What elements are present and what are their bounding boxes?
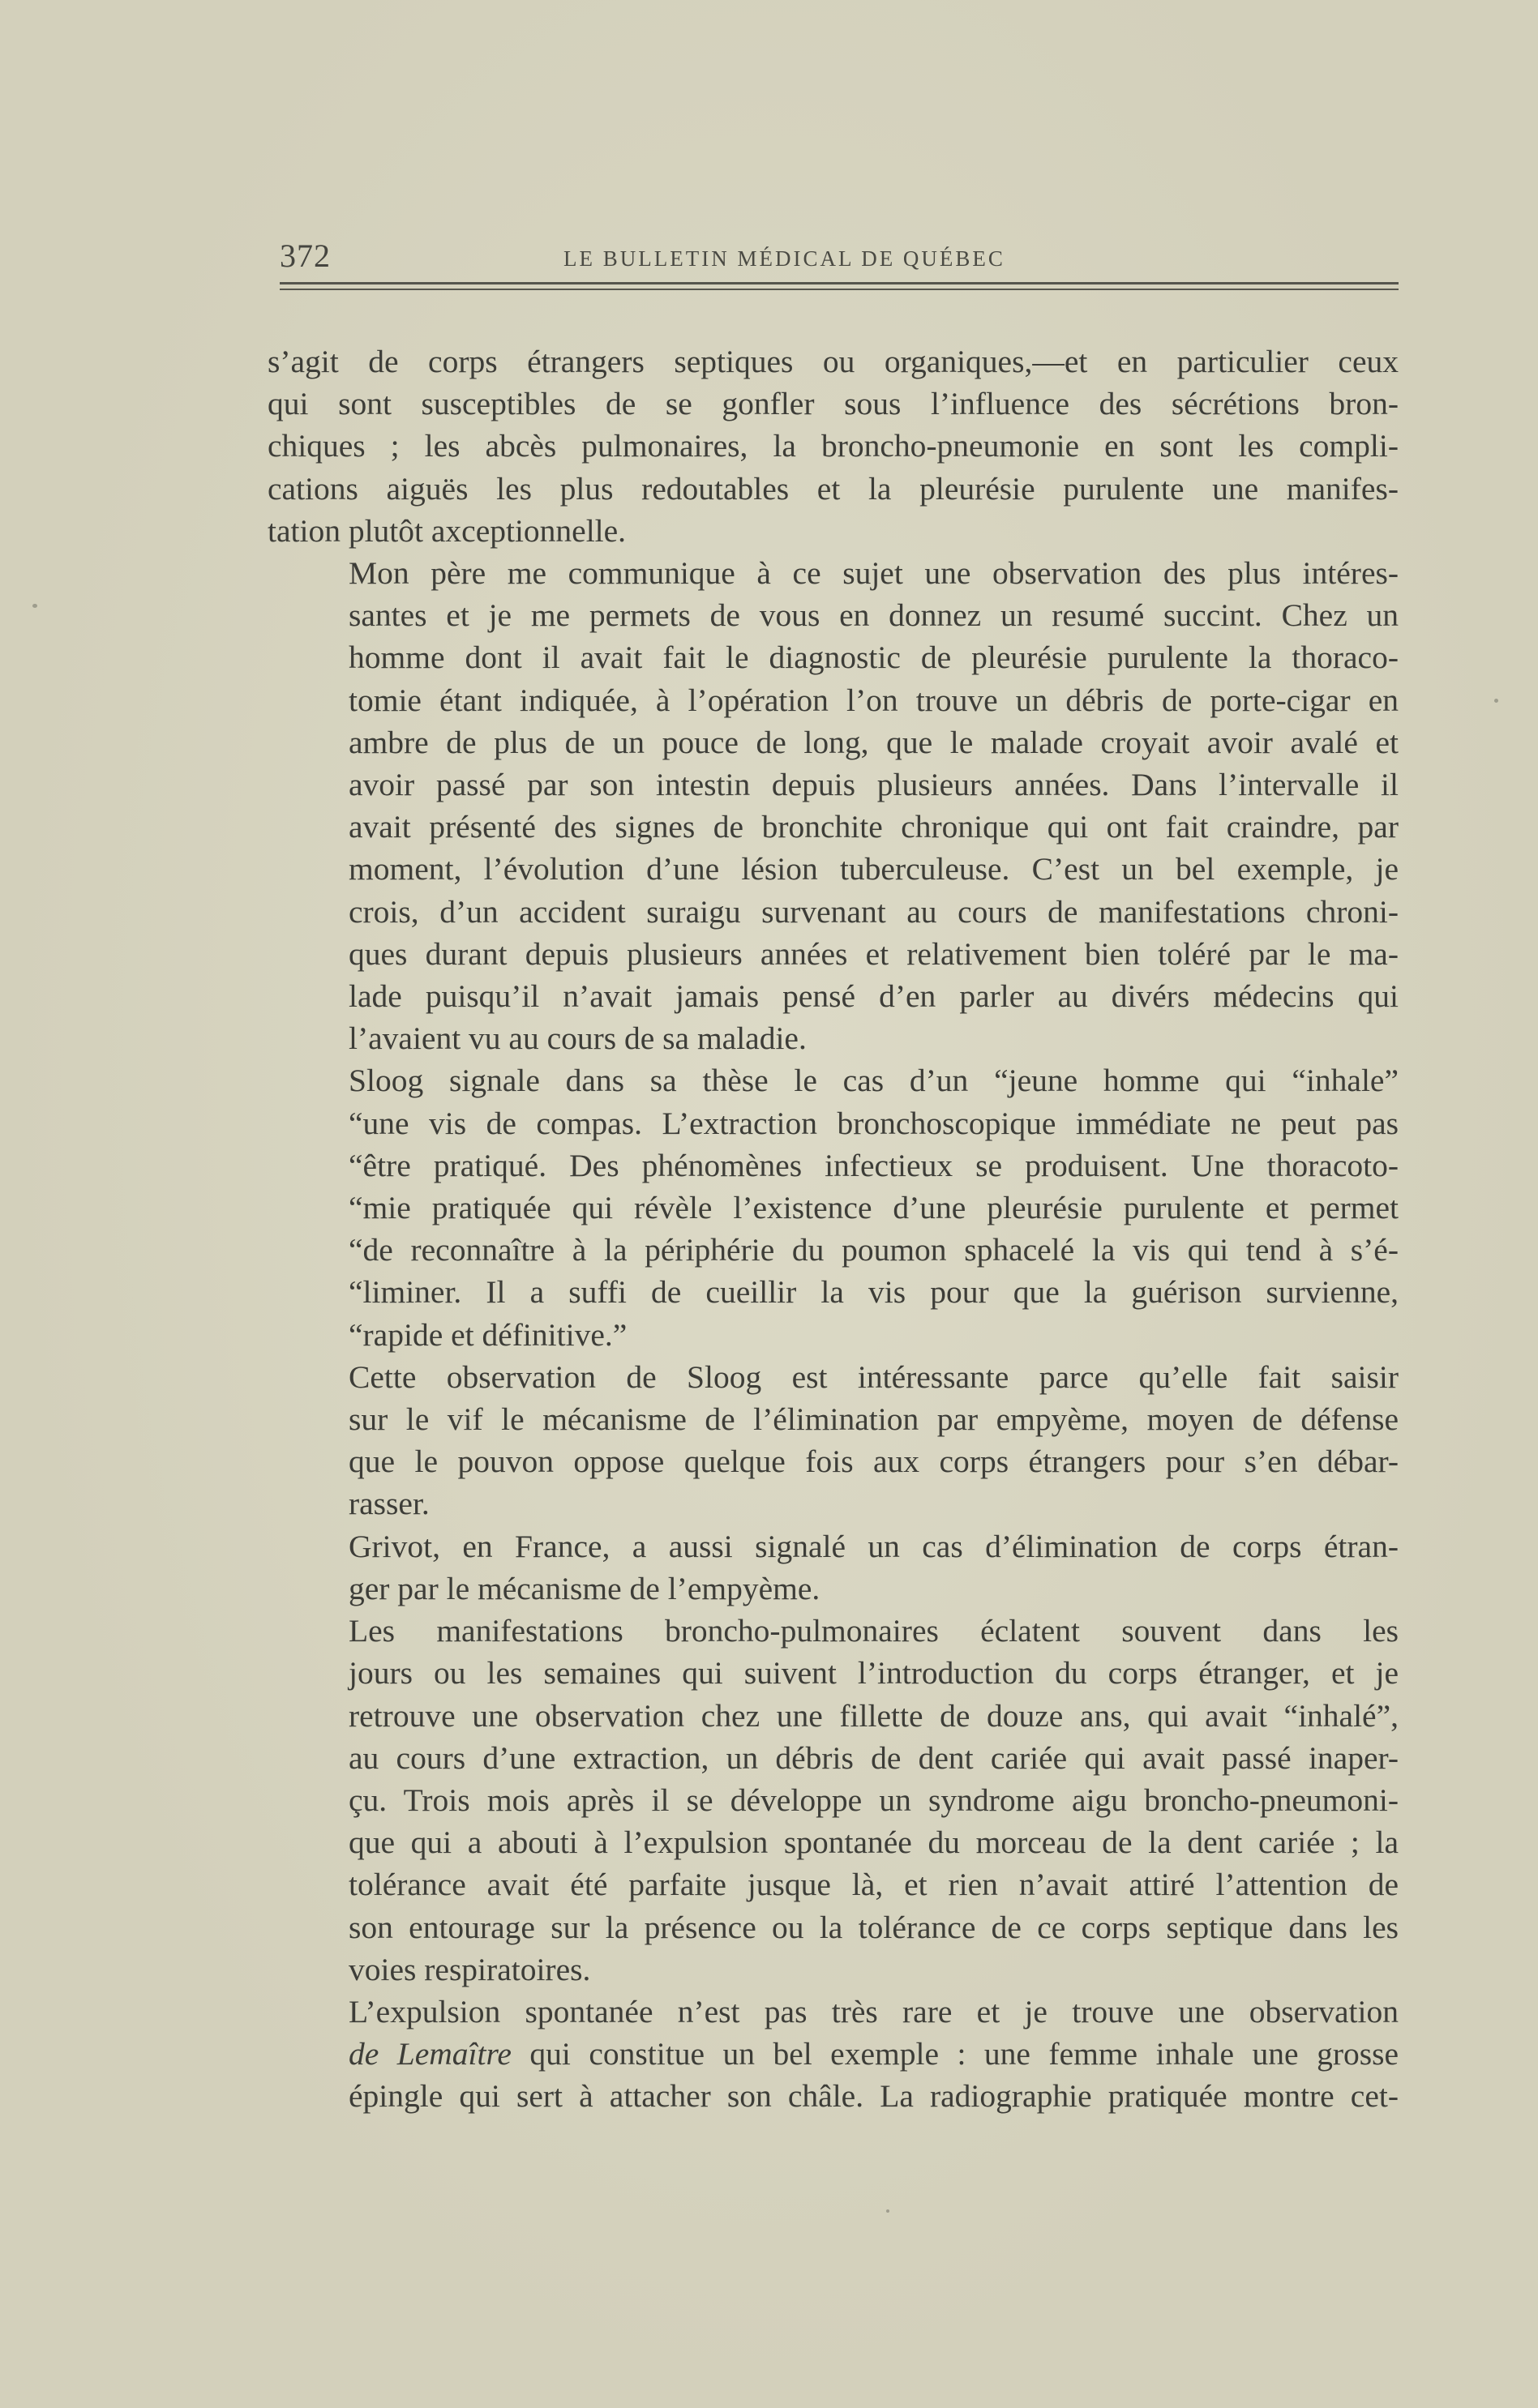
- text-line: homme dont il avait fait le diagnostic de pleurésie purulente la thoraco-: [349, 639, 1399, 676]
- text-line: santes et je me permets de vous en donnez un resumé succint. Chez un: [349, 597, 1399, 634]
- text-line: Mon père me communique à ce sujet une observation des plus intéres-: [349, 555, 1399, 592]
- text-line: l’avaient vu au cours de sa maladie.: [349, 1020, 807, 1057]
- text-line-with-italic: [268, 2033, 1399, 2075]
- text-line: que qui a abouti à l’expulsion spontanée du morceau de la dent cariée ; la: [349, 1824, 1399, 1861]
- text-line: Les manifestations broncho-pulmonaires éclatent souvent dans les: [349, 1613, 1399, 1649]
- text-line: “être pratiqué. Des phénomènes infectieux se produisent. Une thoracoto-: [349, 1147, 1399, 1183]
- text-line: çu. Trois mois après il se développe un syndrome aigu broncho-pneumoni-: [349, 1781, 1399, 1818]
- body-text: [268, 340, 1399, 2118]
- text-line: Grivot, en France, a aussi signalé un cas d’élimination de corps étran-: [349, 1528, 1399, 1564]
- text-line: s’agit de corps étrangers septiques ou organiques,—et en particulier ceux: [268, 344, 1399, 379]
- page-number: 372: [280, 237, 331, 274]
- page-header: [280, 237, 1399, 277]
- text-line: qui sont susceptibles de se gonfler sous l’influence des sécrétions bron-: [268, 386, 1399, 422]
- text-line: ambre de plus de un pouce de long, que le malade croyait avoir avalé et: [349, 724, 1399, 760]
- paragraph-4: [268, 1356, 1399, 1525]
- text-line: jours ou les semaines qui suivent l’introduction du corps étranger, et je: [349, 1655, 1399, 1692]
- paper-speck: [886, 2209, 889, 2213]
- text-line: avait présenté des signes de bronchite chronique qui ont fait craindre, par: [349, 809, 1399, 845]
- header-rule-top: [280, 282, 1399, 284]
- text-line: “une vis de compas. L’extraction bronchoscopique immédiate ne peut pas: [349, 1105, 1399, 1141]
- text-line: cations aiguës les plus redoutables et la pleurésie purulente une manifes-: [268, 470, 1399, 507]
- text-line: rasser.: [349, 1486, 430, 1522]
- text-line: voies respiratoires.: [349, 1951, 591, 1987]
- text-line: épingle qui sert à attacher son châle. La radiographie pratiquée montre cet-: [349, 2078, 1399, 2115]
- text-line: au cours d’une extraction, un débris de dent cariée qui avait passé inaper-: [349, 1739, 1399, 1776]
- text-line: ger par le mécanisme de l’empyème.: [349, 1570, 820, 1606]
- text-line: tolérance avait été parfaite jusque là, et rien n’avait attiré l’attention de: [349, 1867, 1399, 1903]
- text-line: son entourage sur la présence ou la tolérance de ce corps septique dans les: [349, 1909, 1399, 1945]
- text-line: lade puisqu’il n’avait jamais pensé d’en parler au divérs médecins qui: [349, 978, 1399, 1015]
- paragraph-5: [268, 1525, 1399, 1610]
- text-line: “liminer. Il a suffi de cueillir la vis pour que la guérison survienne,: [349, 1274, 1399, 1311]
- paper-speck: [32, 604, 37, 608]
- italic-citation: de Lemaître: [349, 2036, 512, 2072]
- text-line: moment, l’évolution d’une lésion tuberculeuse. C’est un bel exemple, je: [349, 851, 1399, 887]
- text-line: “rapide et définitive.”: [349, 1316, 628, 1353]
- text-line: “de reconnaître à la périphérie du poumon sphacelé la vis qui tend à s’é-: [349, 1232, 1399, 1268]
- text-line: tomie étant indiquée, à l’opération l’on trouve un débris de porte-cigar en: [349, 682, 1399, 718]
- paragraph-7: [268, 1991, 1399, 2118]
- text-line: avoir passé par son intestin depuis plusieurs années. Dans l’intervalle il: [349, 767, 1399, 803]
- text-line: “mie pratiquée qui révèle l’existence d’une pleurésie purulente et permet: [349, 1190, 1399, 1226]
- text-line-rest: qui constitue un bel exemple : une femme inhale une grosse: [511, 2036, 1399, 2072]
- text-line: ques durant depuis plusieurs années et relativement bien toléré par le ma-: [349, 935, 1399, 972]
- header-rule-bottom: [280, 289, 1399, 290]
- paragraph-1: [268, 340, 1399, 552]
- paper-speck: [1494, 699, 1498, 703]
- text-line: que le pouvon oppose quelque fois aux corps étrangers pour s’en débar-: [349, 1444, 1399, 1480]
- text-line: sur le vif le mécanisme de l’élimination par empyème, moyen de défense: [349, 1401, 1399, 1438]
- text-line: retrouve une observation chez une fillette de douze ans, qui avait “inhalé”,: [349, 1697, 1399, 1734]
- paragraph-2: [268, 552, 1399, 1059]
- text-line: crois, d’un accident suraigu survenant au cours de manifestations chroni-: [349, 893, 1399, 930]
- text-line: Sloog signale dans sa thèse le cas d’un “jeune homme qui “inhale”: [349, 1063, 1399, 1099]
- text-line: tation plutôt axceptionnelle.: [268, 512, 627, 549]
- text-line: chiques ; les abcès pulmonaires, la broncho-pneumonie en sont les compli-: [268, 428, 1399, 464]
- paragraph-3: [268, 1059, 1399, 1355]
- running-head: LE BULLETIN MÉDICAL DE QUÉBEC: [563, 246, 1005, 271]
- text-line: Cette observation de Sloog est intéressante parce qu’elle fait saisir: [349, 1358, 1399, 1395]
- text-line: L’expulsion spontanée n’est pas très rare et je trouve une observation: [349, 1993, 1399, 2029]
- paragraph-6: [268, 1610, 1399, 1991]
